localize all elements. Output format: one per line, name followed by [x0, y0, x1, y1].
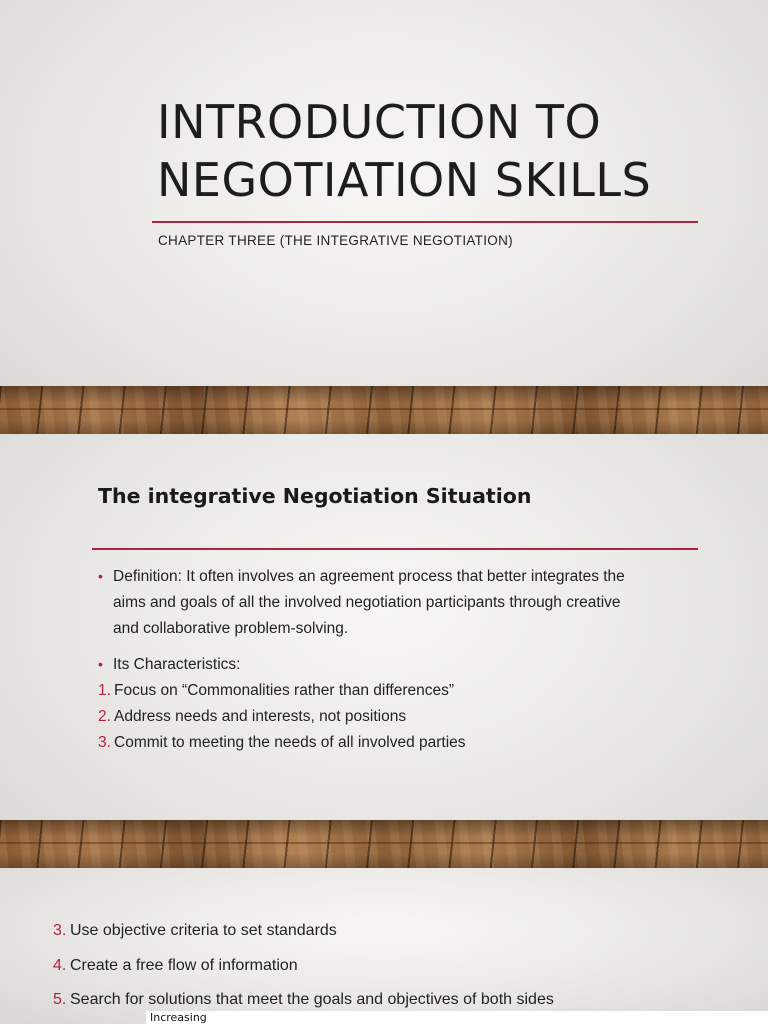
list-number: 3. — [98, 734, 111, 751]
wood-floor-decoration — [0, 820, 768, 868]
title-line-2: NEGOTIATION SKILLS — [157, 153, 652, 207]
slide-title-heading — [157, 93, 717, 209]
characteristics-label: Its Characteristics: — [113, 656, 241, 673]
list-item: Create a free flow of information — [70, 957, 298, 974]
definition-line: and collaborative problem-solving. — [113, 620, 349, 637]
list-number: 4. — [53, 957, 67, 974]
embedded-image-label: Increasing — [150, 1011, 207, 1024]
list-item: Use objective criteria to set standards — [70, 922, 337, 939]
list-number: 1. — [98, 682, 111, 699]
heading-divider — [92, 548, 698, 550]
embedded-image-edge — [146, 1011, 768, 1024]
bullet-icon: • — [98, 568, 103, 584]
list-number: 5. — [53, 991, 67, 1008]
title-divider — [152, 221, 698, 223]
wood-floor-decoration — [0, 386, 768, 434]
definition-line: aims and goals of all the involved negotiation participants through creative — [113, 594, 621, 611]
slide-continued-list — [0, 868, 768, 1024]
definition-line: Definition: It often involves an agreement process that better integrates the — [113, 568, 625, 585]
list-number: 2. — [98, 708, 111, 725]
list-item: Search for solutions that meet the goals and objectives of both sides — [70, 991, 554, 1008]
list-number: 3. — [53, 922, 67, 939]
title-line-1: INTRODUCTION TO — [157, 95, 602, 149]
list-item: Focus on “Commonalities rather than differences” — [114, 682, 455, 699]
slide-heading: The integrative Negotiation Situation — [98, 484, 532, 508]
definition-text — [113, 564, 703, 642]
bullet-icon: • — [98, 656, 103, 672]
slide-integrative-situation — [0, 434, 768, 868]
list-item: Commit to meeting the needs of all involved parties — [114, 734, 466, 751]
slide-subtitle: CHAPTER THREE (THE INTEGRATIVE NEGOTIATION) — [158, 233, 513, 248]
list-item: Address needs and interests, not positions — [114, 708, 407, 725]
slide-title — [0, 0, 768, 434]
